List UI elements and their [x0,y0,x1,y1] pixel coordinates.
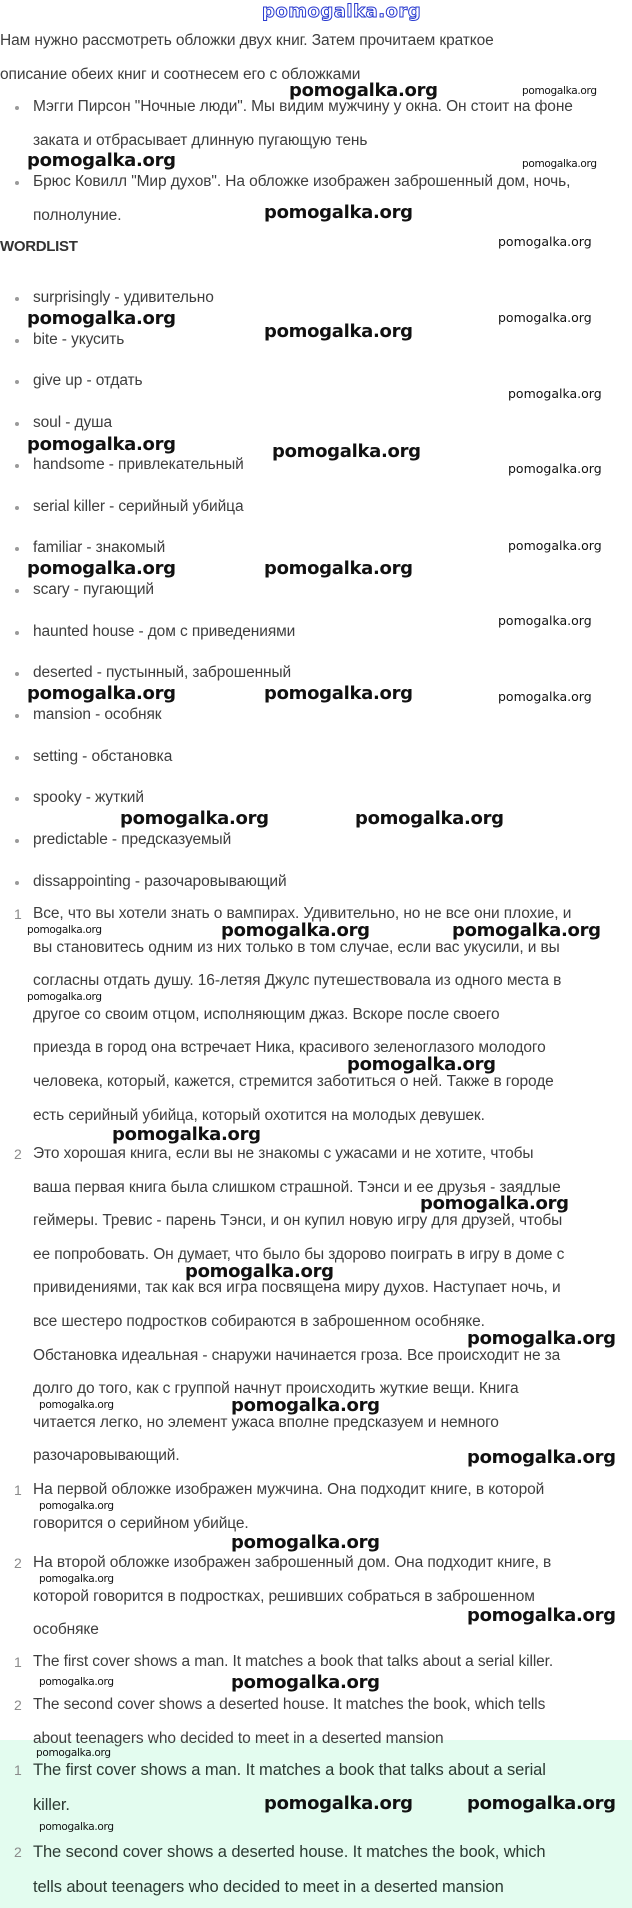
paragraph-line: особняке [33,1621,99,1639]
paragraph-line: разочаровывающий. [33,1447,180,1465]
watermark-text: pomogalka.org [264,202,413,223]
paragraph-line: все шестеро подростков собираются в заброшенном особняке. [33,1313,485,1330]
bullet-icon [15,464,19,468]
bullet-icon [15,506,19,510]
wordlist-item: haunted house - дом с приведениями [33,622,296,640]
watermark-text: pomogalka.org [264,683,413,704]
wordlist-item: surprisingly - удивительно [33,289,214,306]
paragraph-line: долго до того, как с группой начнут происходить жуткие вещи. Книга [33,1380,519,1398]
watermark-text: pomogalka.org [467,1605,616,1626]
watermark-text: pomogalka.org [522,158,597,170]
paragraph-line: На второй обложке изображен заброшенный дом. Она подходит книге, в [33,1554,552,1571]
watermark-text: pomogalka.org [39,1500,114,1512]
paragraph-line: The second cover shows a deserted house. It matches the book, which tells [33,1696,546,1713]
watermark-text: pomogalka.org [467,1793,616,1814]
item-number: 1 [14,906,22,922]
watermark-text: pomogalka.org [112,1124,261,1145]
final-answer-line: The second cover shows a deserted house. It matches the book, which [33,1843,546,1861]
paragraph-line: которой говорится в подростках, решивших собраться в заброшенном [33,1587,535,1605]
watermark-text: pomogalka.org [27,683,176,704]
wordlist-title: WORDLIST [0,238,78,255]
paragraph-line: другое со своим отцом, исполняющим джаз. Вскоре после своего [33,1005,500,1023]
watermark-text: pomogalka.org [289,80,438,101]
watermark-text: pomogalka.org [39,1399,114,1411]
watermark-text: pomogalka.org [264,321,413,342]
paragraph-line: about teenagers who decided to meet in a deserted mansion [33,1729,444,1747]
wordlist-item: mansion - особняк [33,706,162,723]
paragraph-line: человека, который, кажется, стремится заботиться о ней. Также в городе [33,1073,554,1090]
bullet-icon [15,297,19,301]
final-answer-line: tells about teenagers who decided to meet in a deserted mansion [33,1878,504,1896]
watermark-text: pomogalka.org [27,991,102,1003]
paragraph-line: Это хорошая книга, если вы не знакомы с ужасами и не хотите, чтобы [33,1145,534,1162]
cover-description: Брюс Ковилл "Мир духов". На обложке изображен заброшенный дом, ночь, [33,173,571,190]
bullet-icon [15,380,19,384]
cover-description: заката и отбрасывает длинную пугающую тень [33,132,368,149]
bullet-icon [15,797,19,801]
bullet-icon [15,672,19,676]
watermark-text: pomogalka.org [452,920,601,941]
paragraph-line: Обстановка идеальная - снаружи начинается гроза. Все происходит не за [33,1346,561,1364]
watermark-text: pomogalka.org [508,386,602,401]
watermark-text: pomogalka.org [508,538,602,553]
paragraph-line: вы становитесь одним из них только в том случае, если вас укусили, и вы [33,938,560,956]
item-number: 1 [14,1654,22,1670]
wordlist-item: handsome - привлекательный [33,455,244,473]
bullet-icon [15,714,19,718]
item-number: 1 [14,1762,22,1778]
final-answer-line: killer. [33,1796,70,1814]
watermark-text: pomogalka.org [27,558,176,579]
watermark-text: pomogalka.org [27,924,102,936]
watermark-text: pomogalka.org [221,920,370,941]
wordlist-item: scary - пугающий [33,580,154,598]
watermark-text: pomogalka.org [467,1447,616,1468]
bullet-icon [15,106,19,110]
wordlist-item: serial killer - серийный убийца [33,497,244,515]
wordlist-item: deserted - пустынный, заброшенный [33,664,292,682]
watermark-text: pomogalka.org [27,308,176,329]
item-number: 2 [14,1697,22,1713]
cover-description: Мэгги Пирсон "Ночные люди". Мы видим мужчину у окна. Он стоит на фоне [33,98,573,115]
wordlist-item: dissappointing - разочаровывающий [33,872,287,890]
watermark-text: pomogalka.org [498,234,592,249]
watermark-text: pomogalka.org [264,1793,413,1814]
watermark-text: pomogalka.org [498,689,592,704]
watermark-text: pomogalka.org [467,1328,616,1349]
item-number: 2 [14,1146,22,1162]
watermark-text: pomogalka.org [39,1821,114,1833]
paragraph-line: есть серийный убийца, который охотится на молодых девушек. [33,1106,485,1124]
paragraph-line: Все, что вы хотели знать о вампирах. Удивительно, но не все они плохие, и [33,905,572,922]
watermark-text: pomogalka.org [508,461,602,476]
wordlist-item: spooky - жуткий [33,789,144,807]
paragraph-line: На первой обложке изображен мужчина. Она подходит книге, в которой [33,1481,545,1498]
paragraph-line: ваша первая книга была слишком страшной. Тэнси и ее друзья - заядлые [33,1178,561,1196]
wordlist-item: soul - душа [33,414,112,432]
bullet-icon [15,547,19,551]
watermark-text: pomogalka.org [27,434,176,455]
item-number: 1 [14,1482,22,1498]
watermark-text: pomogalka.org [27,150,176,171]
wordlist-item: give up - отдать [33,372,143,390]
bullet-icon [15,881,19,885]
intro-text: Нам нужно рассмотреть обложки двух книг. Затем прочитаем краткое [0,32,494,49]
paragraph-line: говорится о серийном убийце. [33,1514,249,1532]
paragraph-line: ее попробовать. Он думает, что было бы здорово поиграть в игру в доме с [33,1245,565,1263]
watermark-text: pomogalka.org [36,1747,111,1759]
watermark-text: pomogalka.org [498,613,592,628]
wordlist-item: familiar - знакомый [33,539,166,557]
watermark-text: pomogalka.org [120,808,269,829]
watermark-text: pomogalka.org [185,1261,334,1282]
watermark-text: pomogalka.org [262,1,422,22]
item-number: 2 [14,1555,22,1571]
paragraph-line: читается легко, но элемент ужаса вполне предсказуем и немного [33,1413,499,1431]
bullet-icon [15,339,19,343]
watermark-text: pomogalka.org [231,1395,380,1416]
bullet-icon [15,756,19,760]
final-answer-line: The first cover shows a man. It matches a book that talks about a serial [33,1761,546,1779]
watermark-text: pomogalka.org [264,558,413,579]
watermark-text: pomogalka.org [522,85,597,97]
watermark-text: pomogalka.org [39,1573,114,1585]
wordlist-item: bite - укусить [33,330,125,348]
bullet-icon [15,422,19,426]
paragraph-line: согласны отдать душу. 16-летяя Джулс путешествовала из одного места в [33,972,562,990]
paragraph-line: геймеры. Тревис - парень Тэнси, и он купил новую игру для друзей, чтобы [33,1212,563,1230]
watermark-text: pomogalka.org [272,441,421,462]
watermark-text: pomogalka.org [420,1193,569,1214]
intro-text: описание обеих книг и соотнесем его с обложками [0,66,361,83]
watermark-text: pomogalka.org [231,1672,380,1693]
watermark-text: pomogalka.org [498,310,592,325]
bullet-icon [15,839,19,843]
paragraph-line: The first cover shows a man. It matches a book that talks about a serial killer. [33,1653,554,1670]
watermark-text: pomogalka.org [39,1676,114,1688]
paragraph-line: привидениями, так как вся игра посвящена миру духов. Наступает ночь, и [33,1279,561,1297]
paragraph-line: приезда в город она встречает Ника, красивого зеленоглазого молодого [33,1039,546,1057]
watermark-text: pomogalka.org [231,1532,380,1553]
watermark-text: pomogalka.org [355,808,504,829]
bullet-icon [15,631,19,635]
bullet-icon [15,589,19,593]
watermark-text: pomogalka.org [347,1054,496,1075]
cover-description: полнолуние. [33,207,122,224]
item-number: 2 [14,1844,22,1860]
wordlist-item: setting - обстановка [33,747,173,765]
bullet-icon [15,181,19,185]
wordlist-item: predictable - предсказуемый [33,831,232,849]
